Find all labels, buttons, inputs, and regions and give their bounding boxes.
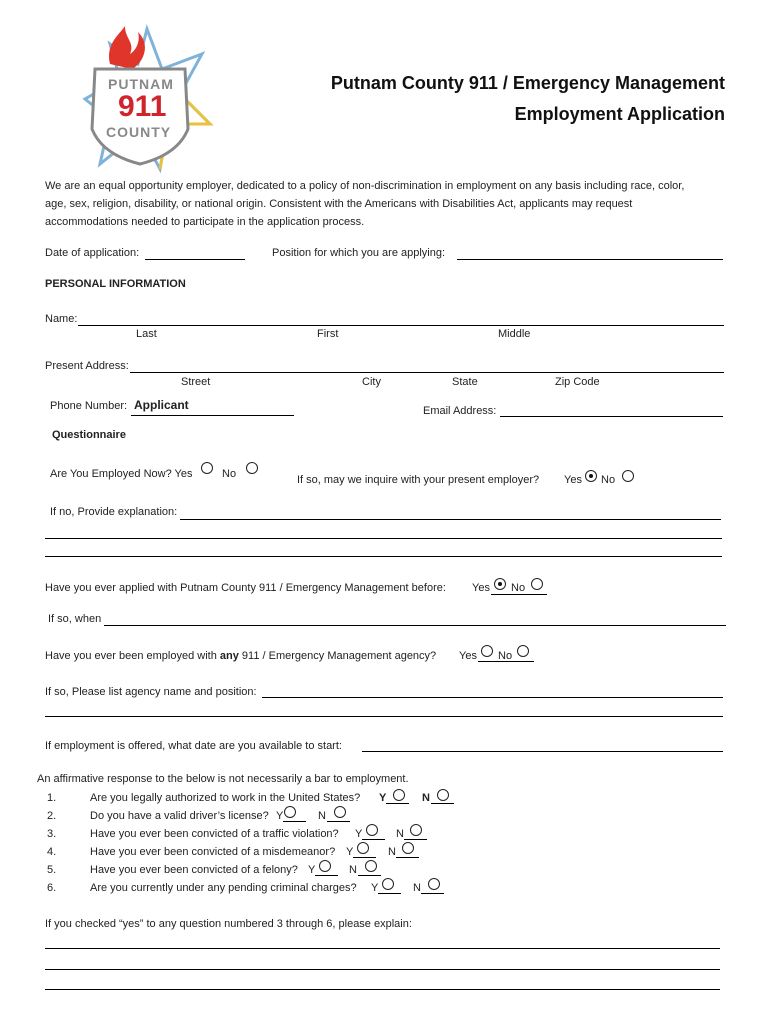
- question-4-text: Have you ever been convicted of a misdemeanor?: [90, 846, 336, 858]
- question-5-y-underline: [315, 875, 338, 876]
- page-title: Putnam County 911 / Emergency Management: [330, 73, 725, 93]
- applied-yes-label: Yes: [472, 582, 490, 594]
- applied-when-input[interactable]: [104, 625, 726, 626]
- name-label: Name:: [45, 313, 78, 325]
- question-5-yes-radio[interactable]: [319, 860, 331, 872]
- question-2-number: 2.: [47, 810, 57, 822]
- logo: [80, 24, 215, 174]
- date-label: Date of application:: [45, 247, 140, 259]
- name-last-caption: Last: [136, 328, 157, 340]
- list-agency-input-2[interactable]: [45, 716, 723, 717]
- employed-any-underline: [478, 661, 534, 662]
- questionnaire-heading: Questionnaire: [52, 429, 126, 441]
- available-input[interactable]: [362, 751, 723, 752]
- logo-text-county: COUNTY: [106, 124, 172, 140]
- explain-checked-input-3[interactable]: [45, 989, 720, 990]
- question-5-n-label: N: [349, 864, 357, 876]
- question-1-text: Are you legally authorized to work in the United States?: [90, 792, 361, 804]
- question-3-y-label: Y: [355, 828, 363, 840]
- question-6-n-label: N: [413, 882, 421, 894]
- question-3-n-underline: [404, 839, 427, 840]
- employed-any-post: 911 / Emergency Management agency?: [241, 650, 437, 662]
- phone-label: Phone Number:: [50, 400, 128, 412]
- question-3-no-radio[interactable]: [410, 824, 422, 836]
- employed-now-label: Are You Employed Now? Yes: [50, 468, 193, 480]
- question-2-n-label: N: [318, 810, 326, 822]
- explain-checked-input-1[interactable]: [45, 948, 720, 949]
- applied-no-label: No: [511, 582, 526, 594]
- question-2-n-underline: [327, 821, 350, 822]
- intro-line-2: age, sex, religion, disability, or national origin. Consistent with the Americans with Disabilities Act, applicants may request: [45, 198, 633, 210]
- explanation-input-3[interactable]: [45, 556, 722, 557]
- list-agency-label: If so, Please list agency name and position:: [45, 686, 257, 698]
- affirmative-note: An affirmative response to the below is not necessarily a bar to employment.: [37, 773, 409, 785]
- email-input[interactable]: [500, 416, 723, 417]
- question-3-yes-radio[interactable]: [366, 824, 378, 836]
- explain-checked-input-2[interactable]: [45, 969, 720, 970]
- explanation-input-1[interactable]: [180, 519, 721, 520]
- employed-any-no-label: No: [498, 650, 513, 662]
- question-3-n-label: N: [396, 828, 404, 840]
- applied-when-label: If so, when: [48, 613, 102, 625]
- question-1-no-radio[interactable]: [437, 789, 449, 801]
- question-6-text: Are you currently under any pending criminal charges?: [90, 882, 357, 894]
- email-label: Email Address:: [423, 405, 497, 417]
- question-6-yes-radio[interactable]: [382, 878, 394, 890]
- employed-any-bold: any: [219, 650, 239, 662]
- question-6-n-underline: [421, 893, 444, 894]
- question-5-y-label: Y: [308, 864, 316, 876]
- question-5-number: 5.: [47, 864, 57, 876]
- question-4-n-label: N: [388, 846, 396, 858]
- addr-street-caption: Street: [181, 376, 211, 388]
- list-agency-input-1[interactable]: [262, 697, 723, 698]
- employed-any-pre: Have you ever been employed with: [45, 650, 217, 662]
- question-2-y-underline: [283, 821, 306, 822]
- employed-yes-radio[interactable]: [201, 462, 213, 474]
- personal-info-heading: PERSONAL INFORMATION: [45, 278, 186, 290]
- position-input[interactable]: [457, 259, 723, 260]
- question-4-number: 4.: [47, 846, 57, 858]
- question-1-n-underline: [431, 803, 454, 804]
- question-4-no-radio[interactable]: [402, 842, 414, 854]
- inquire-label: If so, may we inquire with your present employer?: [297, 474, 540, 486]
- question-6-y-label: Y: [371, 882, 379, 894]
- question-2-text: Do you have a valid driver’s license?: [90, 810, 269, 822]
- available-label: If employment is offered, what date are you available to start:: [45, 740, 342, 752]
- question-5-n-underline: [358, 875, 381, 876]
- question-4-n-underline: [396, 857, 419, 858]
- logo-text-911: 911: [118, 90, 167, 123]
- date-input[interactable]: [145, 259, 245, 260]
- question-1-y-underline: [386, 803, 409, 804]
- applied-yes-radio[interactable]: [494, 578, 506, 590]
- question-3-text: Have you ever been convicted of a traffic violation?: [90, 828, 339, 840]
- intro-line-1: We are an equal opportunity employer, dedicated to a policy of non-discrimination in employment on any basis including race, color,: [45, 180, 685, 192]
- phone-value[interactable]: Applicant: [134, 398, 189, 412]
- inquire-yes-radio[interactable]: [585, 470, 597, 482]
- explain-checked-label: If you checked “yes” to any question numbered 3 through 6, please explain:: [45, 918, 412, 930]
- employed-any-no-radio[interactable]: [517, 645, 529, 657]
- question-4-yes-radio[interactable]: [357, 842, 369, 854]
- question-3-number: 3.: [47, 828, 57, 840]
- phone-input[interactable]: [131, 415, 294, 416]
- addr-city-caption: City: [362, 376, 381, 388]
- explanation-label: If no, Provide explanation:: [50, 506, 178, 518]
- question-4-y-label: Y: [346, 846, 354, 858]
- question-1-yes-radio[interactable]: [393, 789, 405, 801]
- employed-any-label: [45, 650, 436, 662]
- addr-state-caption: State: [452, 376, 478, 388]
- question-5-text: Have you ever been convicted of a felony?: [90, 864, 298, 876]
- question-6-number: 6.: [47, 882, 57, 894]
- inquire-no-radio[interactable]: [622, 470, 634, 482]
- question-3-y-underline: [362, 839, 385, 840]
- addr-zip-caption: Zip Code: [555, 376, 600, 388]
- intro-line-3: accommodations needed to participate in the application process.: [45, 216, 365, 228]
- inquire-yes-label: Yes: [564, 474, 582, 486]
- employed-no-radio[interactable]: [246, 462, 258, 474]
- address-input[interactable]: [130, 372, 724, 373]
- question-6-y-underline: [378, 893, 401, 894]
- question-1-number: 1.: [47, 792, 57, 804]
- applied-before-label: Have you ever applied with Putnam County 911 / Emergency Management before:: [45, 582, 446, 594]
- applied-no-radio[interactable]: [531, 578, 543, 590]
- logo-text-putnam: PUTNAM: [108, 76, 174, 92]
- question-6-no-radio[interactable]: [428, 878, 440, 890]
- question-2-yes-radio[interactable]: [284, 806, 296, 818]
- question-2-no-radio[interactable]: [334, 806, 346, 818]
- applied-underline: [491, 594, 547, 595]
- position-label: Position for which you are applying:: [272, 247, 446, 259]
- explanation-input-2[interactable]: [45, 538, 722, 539]
- page-subtitle: Employment Application: [514, 104, 725, 124]
- question-4-y-underline: [353, 857, 376, 858]
- question-1-n-label: N: [422, 792, 430, 804]
- question-5-no-radio[interactable]: [365, 860, 377, 872]
- inquire-no-label: No: [601, 474, 616, 486]
- question-1-y-label: Y: [379, 792, 387, 804]
- name-middle-caption: Middle: [498, 328, 531, 340]
- employed-any-yes-label: Yes: [459, 650, 477, 662]
- employed-any-yes-radio[interactable]: [481, 645, 493, 657]
- name-input[interactable]: [78, 325, 724, 326]
- name-first-caption: First: [317, 328, 339, 340]
- question-2-y-label: Y: [276, 810, 284, 822]
- employed-no-label: No: [222, 468, 237, 480]
- address-label: Present Address:: [45, 360, 129, 372]
